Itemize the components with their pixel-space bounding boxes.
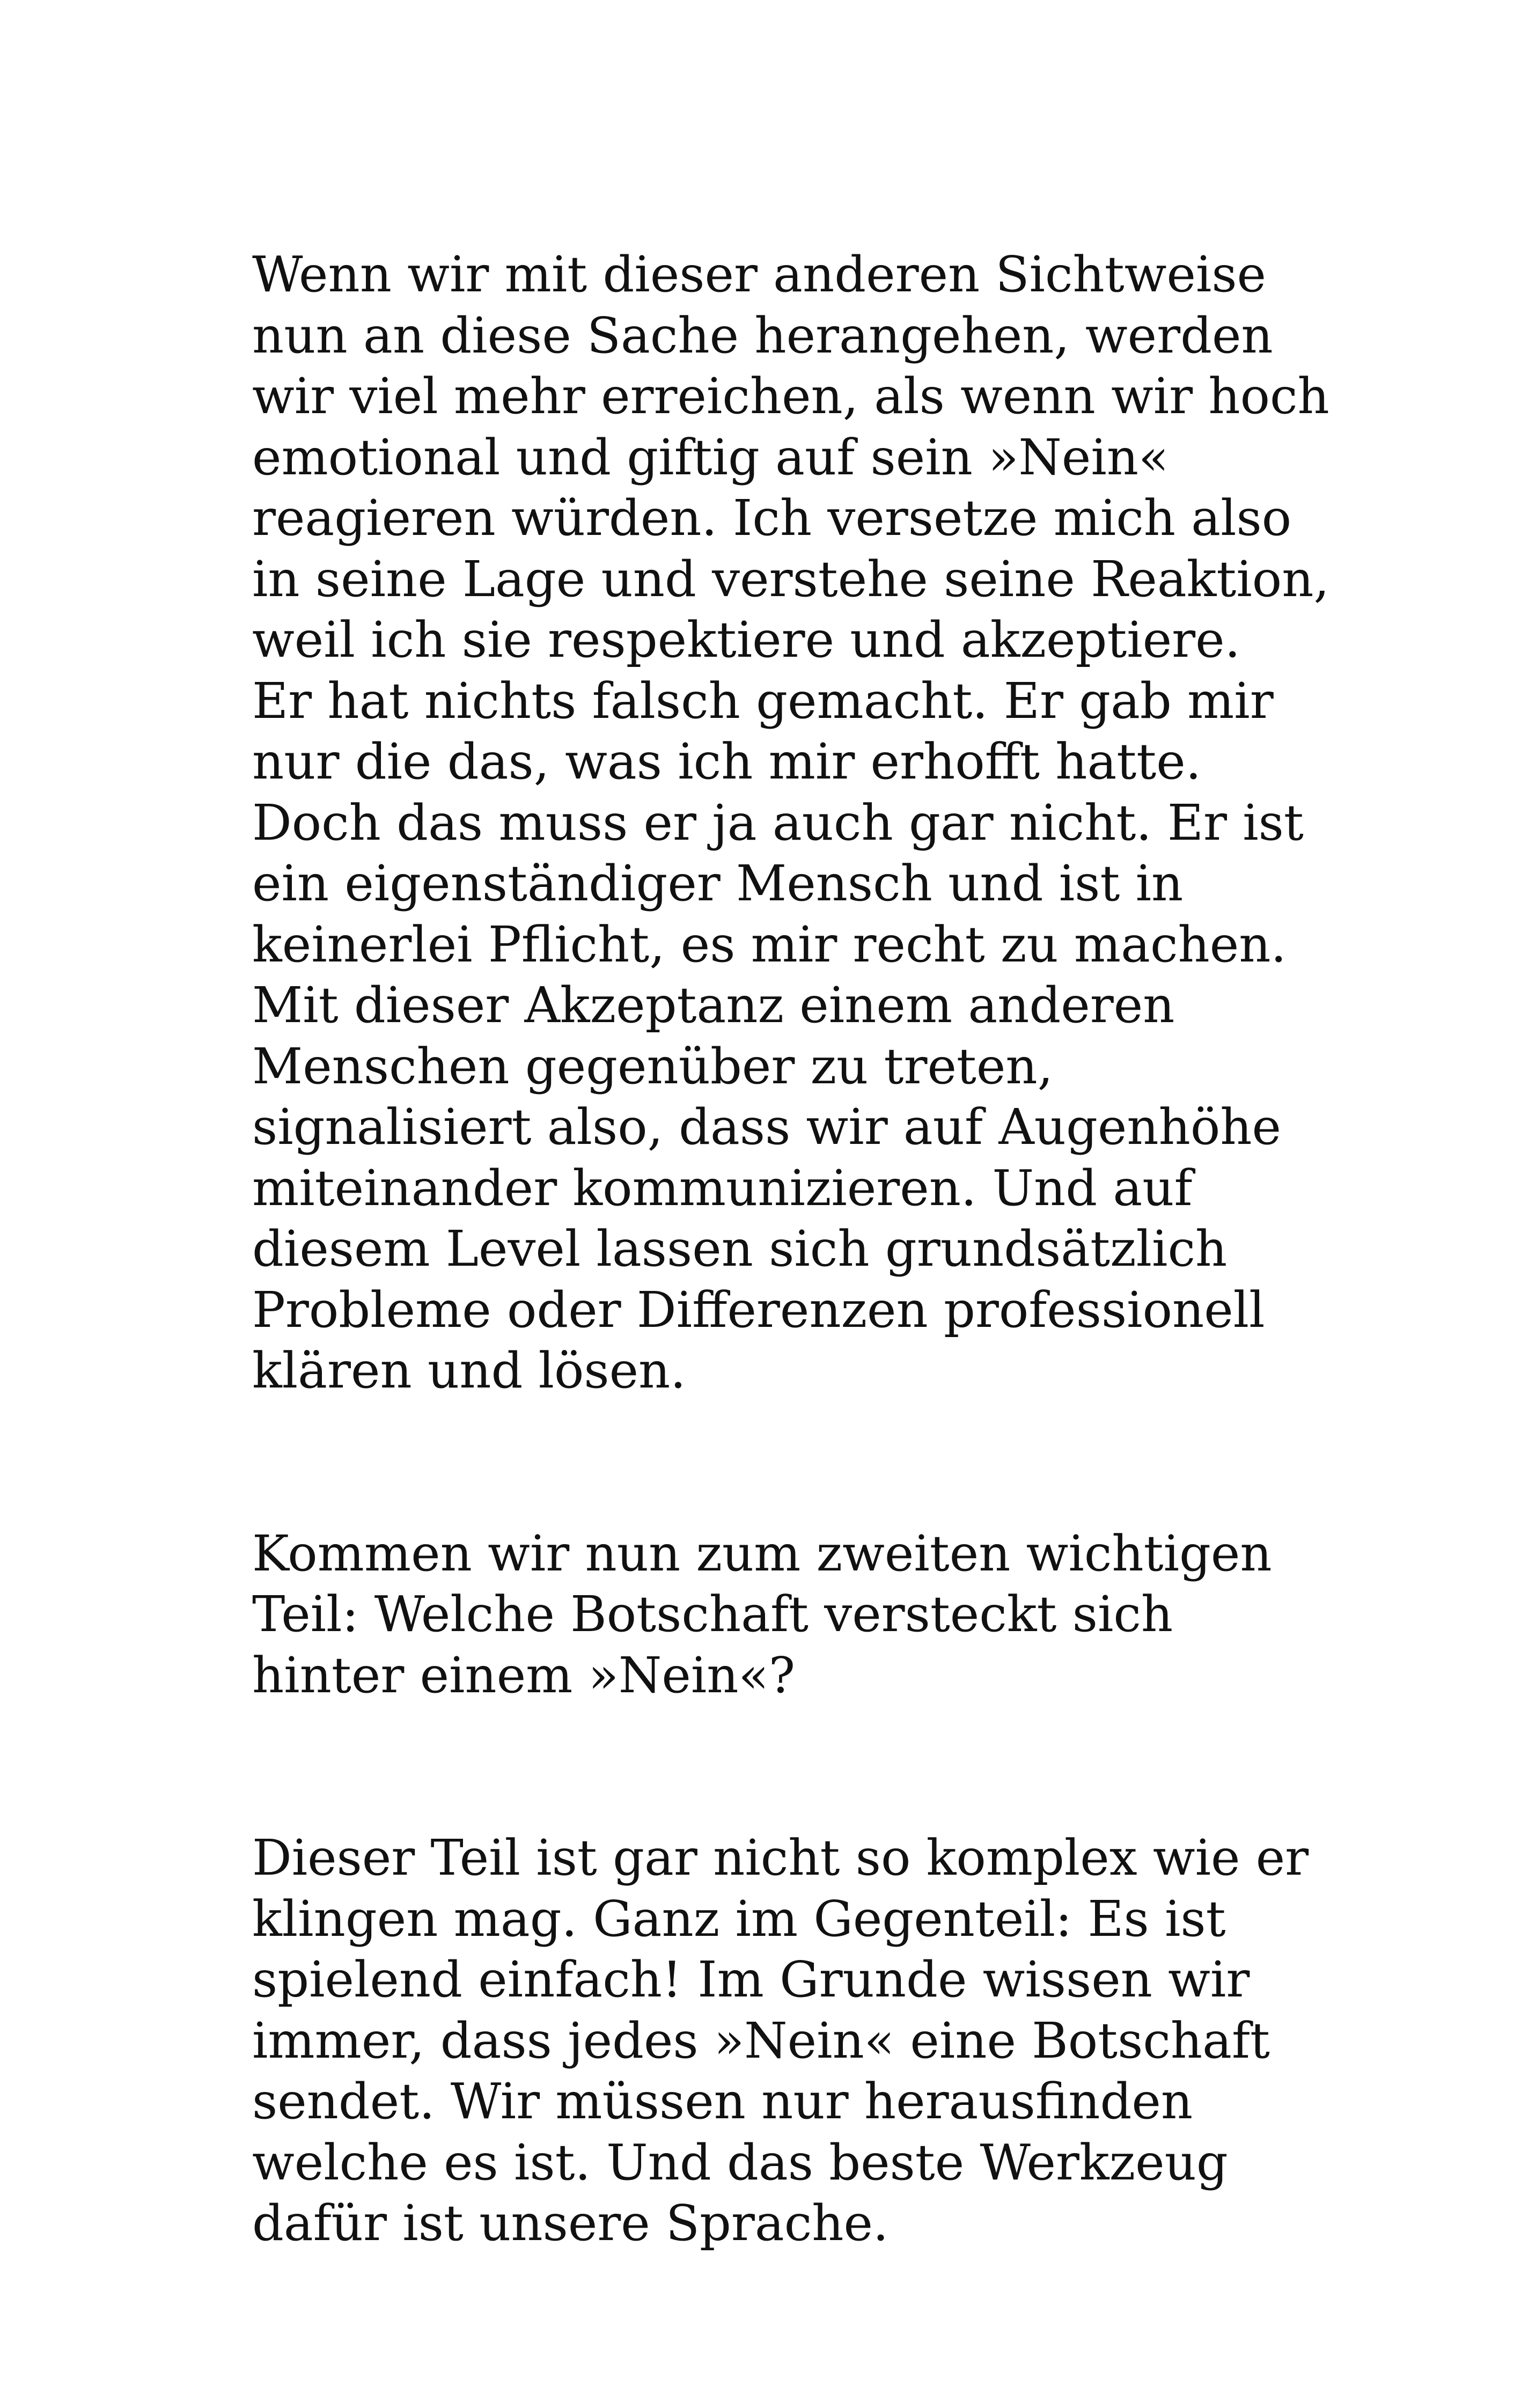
text-line: keinerlei Pflicht, es mir recht zu machen. [252, 915, 1287, 973]
text-line: sendet. Wir müssen nur herausfinden [252, 2073, 1193, 2130]
text-line: miteinander kommunizieren. Und auf [252, 1159, 1193, 1217]
text-line: Mit dieser Akzeptanz einem anderen [252, 977, 1175, 1034]
text-line: in seine Lage und verstehe seine Reaktion, [252, 550, 1329, 608]
text-line: reagieren würden. Ich versetze mich also [252, 489, 1292, 547]
text-line: diesem Level lassen sich grundsätzlich [252, 1220, 1228, 1278]
text-line: immer, dass jedes »Nein« eine Botschaft [252, 2011, 1270, 2069]
paragraph-spacer [252, 1401, 1325, 1523]
text-line: emotional und giftig auf sein »Nein« [252, 428, 1169, 486]
text-line: wir viel mehr erreichen, als wenn wir hoch [252, 368, 1329, 425]
text-line: Menschen gegenüber zu treten, [252, 1037, 1053, 1095]
text-line: Teil: Welche Botschaft versteckt sich [252, 1585, 1173, 1643]
text-line: Probleme oder Differenzen professionell [252, 1281, 1265, 1339]
text-line: klingen mag. Ganz im Gegenteil: Es ist [252, 1890, 1226, 1948]
body-text [252, 244, 1329, 2254]
text-line: signalisiert also, dass wir auf Augenhöhe [252, 1098, 1281, 1156]
text-line: Dieser Teil ist gar nicht so komplex wie er [252, 1829, 1309, 1886]
text-line: Kommen wir nun zum zweiten wichtigen [252, 1524, 1272, 1582]
text-line: Er hat nichts falsch gemacht. Er gab mir [252, 672, 1274, 730]
paragraph-1 [252, 244, 1329, 1401]
text-line: klären und lösen. [252, 1342, 686, 1399]
text-line: weil ich sie respektiere und akzeptiere. [252, 611, 1240, 669]
text-line: welche es ist. Und das beste Werkzeug [252, 2133, 1228, 2191]
paragraph-spacer [252, 1706, 1325, 1827]
text-line: Wenn wir mit dieser anderen Sichtweise [252, 246, 1266, 303]
paragraph-3 [252, 1827, 1325, 2254]
text-line: nun an diese Sache herangehen, werden [252, 306, 1273, 364]
text-line: spielend einfach! Im Grunde wissen wir [252, 1951, 1250, 2008]
text-line: nur die das, was ich mir erhofft hatte. [252, 733, 1201, 790]
paragraph-2 [252, 1523, 1325, 1706]
text-line: dafür ist unsere Sprache. [252, 2194, 889, 2252]
text-line: ein eigenständiger Mensch und ist in [252, 855, 1184, 912]
text-line: Doch das muss er ja auch gar nicht. Er ist [252, 794, 1304, 851]
text-line: hinter einem »Nein«? [252, 1646, 796, 1704]
